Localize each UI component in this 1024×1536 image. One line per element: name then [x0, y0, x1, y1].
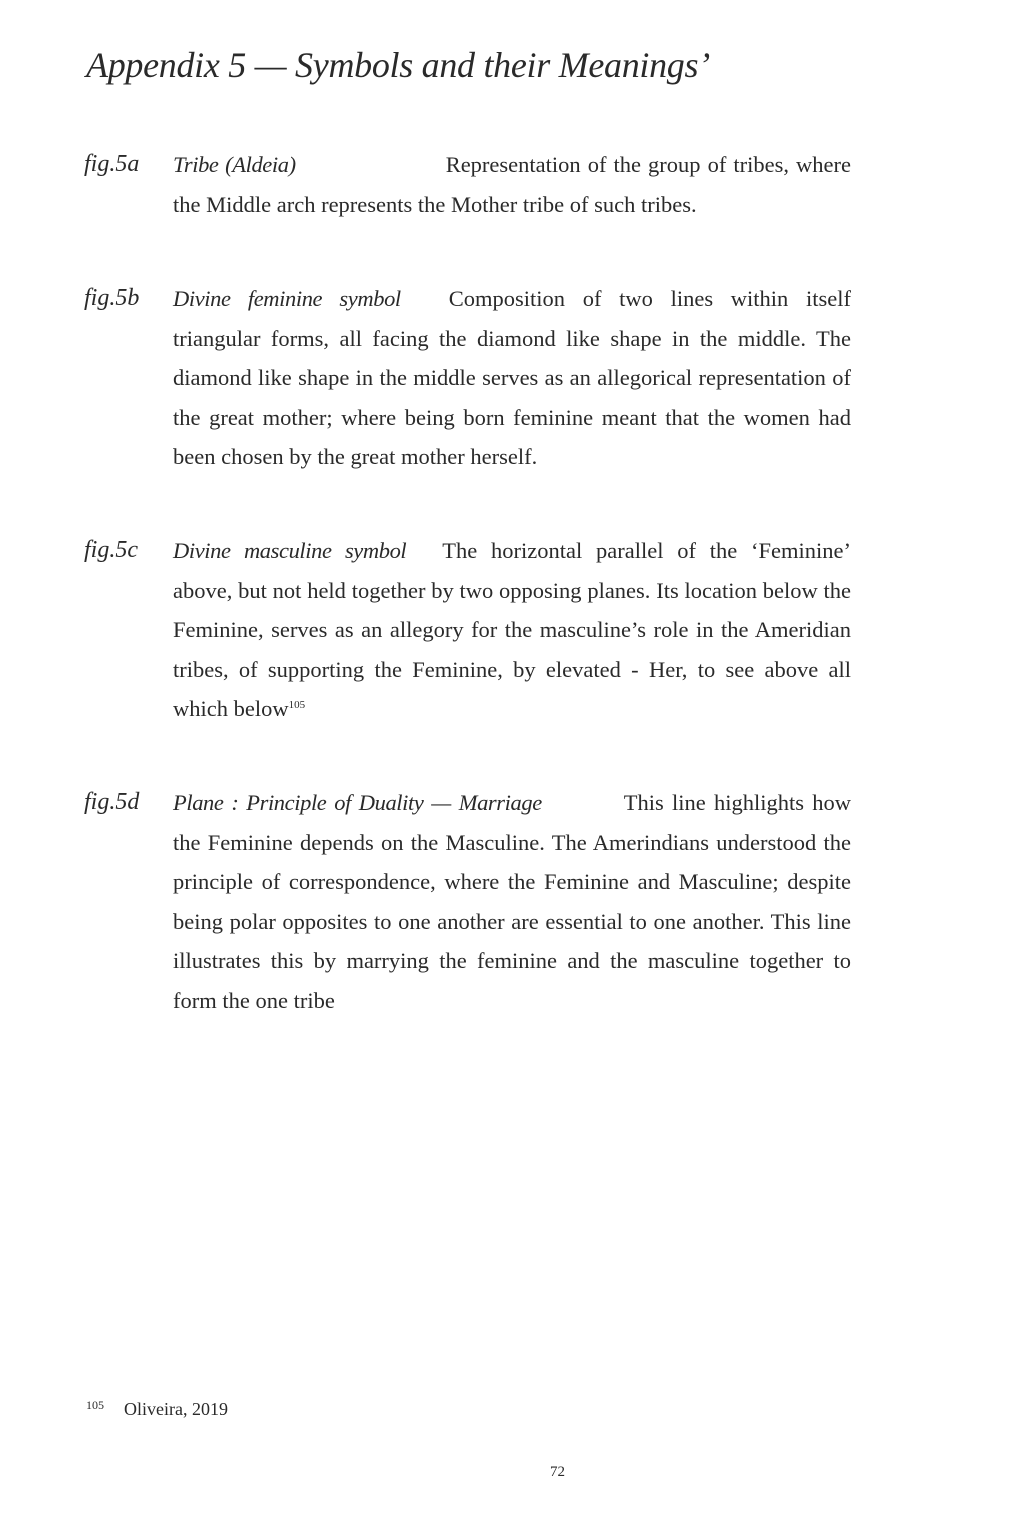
entry-title: Plane : Principle of Duality — Marriage: [173, 790, 542, 815]
figure-label: fig.5c: [84, 537, 138, 563]
figure-label: fig.5b: [84, 285, 140, 311]
entry-title: Divine feminine symbol: [173, 286, 401, 311]
footnote: [86, 1398, 228, 1420]
entry-body: [173, 531, 851, 729]
footnote-text: Oliveira, 2019: [124, 1399, 228, 1419]
entry-description: Composition of two lines within itself triangular forms, all facing the diamond like shape in the middle. The diamond like shape in the middle serves as an allegorical representation of the great mother; where being born feminine meant that the women had been chosen by the great mother herself.: [173, 286, 851, 469]
page-number: 72: [550, 1464, 565, 1480]
entry-description: Representation of the group of tribes, where the Middle arch represents the Mother tribe of such tribes.: [173, 152, 851, 217]
entry-description: The horizontal parallel of the ‘Feminine’ above, but not held together by two opposing planes. Its location below the Feminine, serves as an allegory for the masculine’s role in the Ameridian tribes, of supporting the Feminine, by elevated - Her, to see above all which below: [173, 538, 851, 721]
entry-body: [173, 145, 851, 224]
footnote-number: 105: [86, 1398, 104, 1412]
entry-description: This line highlights how the Feminine depends on the Masculine. The Amerindians understood the principle of correspondence, where the Feminine and Masculine; despite being polar opposites to one another are essential to one another. This line illustrates this by marrying the feminine and the masculine together to form the one tribe: [173, 790, 852, 1013]
figure-label: fig.5d: [84, 789, 140, 815]
entry-body: [173, 783, 851, 1020]
figure-label: fig.5a: [84, 151, 140, 177]
entry-title: Divine masculine symbol: [173, 538, 407, 563]
footnote-reference: 105: [288, 699, 306, 711]
entry-title: Tribe (Aldeia): [173, 152, 296, 177]
entry-body: [173, 279, 851, 477]
page-title: Appendix 5 — Symbols and their Meanings’: [86, 45, 710, 85]
